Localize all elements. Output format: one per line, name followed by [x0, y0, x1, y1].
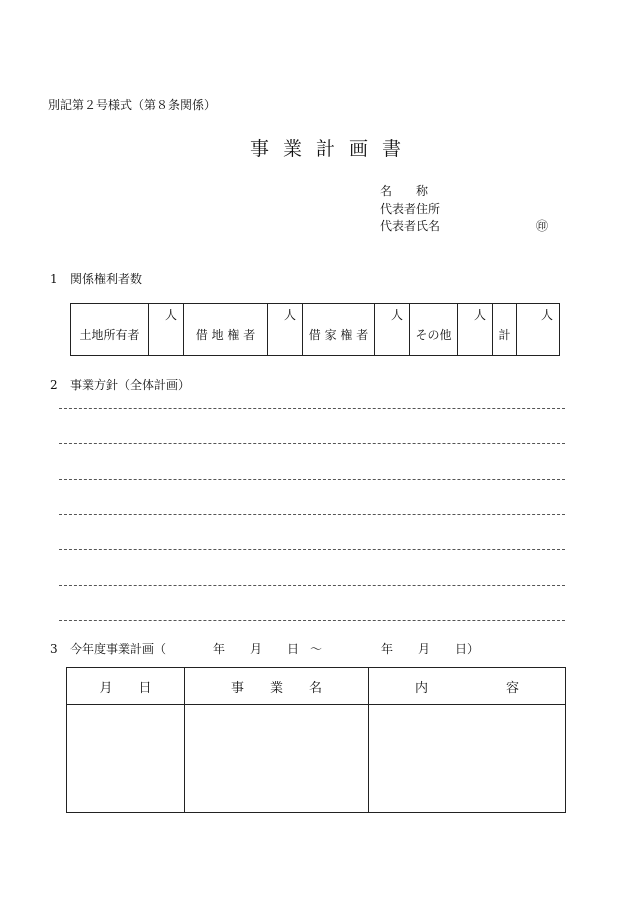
applicant-address-label: 代表者住所: [380, 202, 441, 216]
to-year-label: 年: [381, 642, 394, 656]
section3-title: 今年度事業計画（: [70, 642, 167, 656]
total-count-cell: [517, 304, 560, 356]
section3-heading: [50, 640, 166, 657]
policy-writing-line: [59, 620, 565, 621]
tenant-unit: 人: [390, 308, 403, 322]
date-range-tilde: ～: [310, 642, 323, 656]
total-unit: 人: [540, 308, 553, 322]
annual-plan-table: [66, 667, 566, 813]
tenant-count-cell: [375, 304, 410, 356]
total-label: 計: [493, 304, 517, 356]
rights-holders-table: [70, 303, 560, 356]
leasehold-holder-count-cell: [268, 304, 303, 356]
landowner-unit: 人: [164, 308, 177, 322]
policy-writing-line: [59, 549, 565, 550]
section2-title: 事業方針（全体計画）: [70, 378, 191, 392]
content-column-header: 内 容: [369, 668, 566, 705]
policy-writing-line: [59, 479, 565, 480]
to-month-label: 月: [418, 642, 431, 656]
section1-heading: [50, 270, 142, 287]
from-month-label: 月: [250, 642, 263, 656]
policy-writing-line: [59, 585, 565, 586]
other-unit: 人: [473, 308, 486, 322]
from-day-label: 日: [287, 642, 300, 656]
policy-writing-line: [59, 443, 565, 444]
document-title: 事業計画書: [250, 138, 416, 160]
section2-number: 2: [50, 378, 58, 392]
content-entry-cell: [369, 705, 566, 813]
seal-mark: ㊞: [536, 219, 549, 233]
policy-writing-line: [59, 514, 565, 515]
date-column-header: 月 日: [67, 668, 185, 705]
landowner-label: 土地所有者: [71, 304, 149, 356]
project-name-column-header: 事 業 名: [185, 668, 369, 705]
leasehold-holder-unit: 人: [283, 308, 296, 322]
applicant-name-label: 名 称: [380, 184, 429, 198]
form-label: 別記第２号様式（第８条関係）: [48, 98, 217, 112]
tenant-label: 借 家 権 者: [303, 304, 375, 356]
policy-writing-line: [59, 408, 565, 409]
to-day-label: 日）: [455, 642, 480, 656]
section1-title: 関係権利者数: [70, 272, 143, 286]
leasehold-holder-label: 借 地 権 者: [184, 304, 268, 356]
applicant-representative-label: 代表者氏名: [380, 219, 441, 233]
from-year-label: 年: [213, 642, 226, 656]
other-count-cell: [458, 304, 493, 356]
section3-number: 3: [50, 642, 58, 656]
landowner-count-cell: [149, 304, 184, 356]
other-label: その他: [410, 304, 458, 356]
project-name-entry-cell: [185, 705, 369, 813]
section2-heading: [50, 376, 190, 393]
section1-number: 1: [50, 272, 58, 286]
date-entry-cell: [67, 705, 185, 813]
